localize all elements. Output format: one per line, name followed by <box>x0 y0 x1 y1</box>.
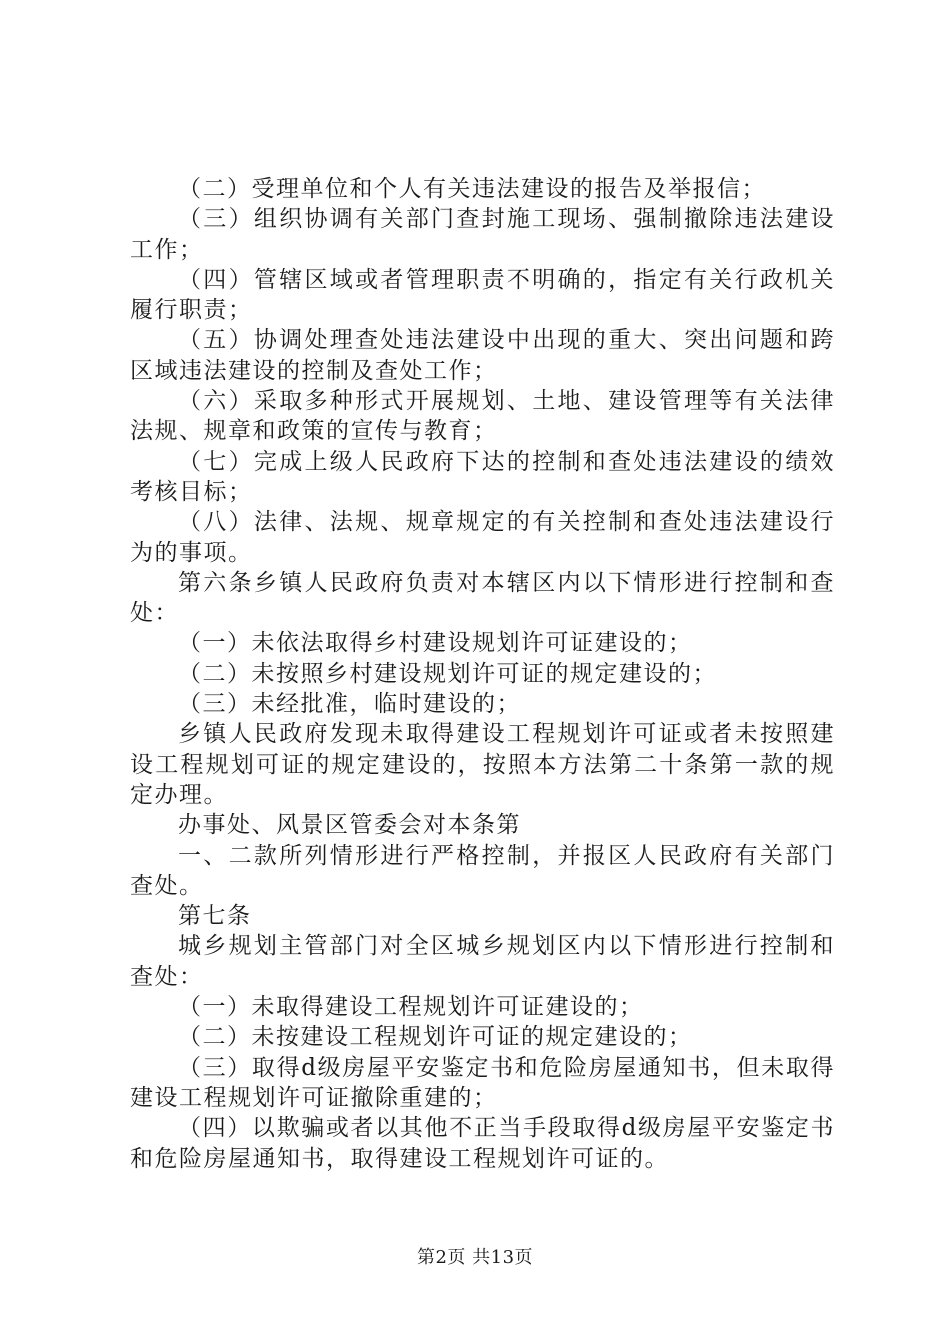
paragraph-item-8: （八）法律、法规、规章规定的有关控制和查处违法建设行为的事项。 <box>130 509 835 566</box>
article-7-item-4: （四）以欺骗或者以其他不正当手段取得d级房屋平安鉴定书和危险房屋通知书，取得建设工程规划许可证的。 <box>130 1115 835 1172</box>
paragraph-item-6: （六）采取多种形式开展规划、土地、建设管理等有关法律法规、规章和政策的宣传与教育； <box>130 388 835 445</box>
article-7-item-1: （一）未取得建设工程规划许可证建设的； <box>178 994 644 1021</box>
article-6-clause-township: 乡镇人民政府发现未取得建设工程规划许可证或者未按照建设工程规划可证的规定建设的，按照本方法第二十条第一款的规定办理。 <box>130 721 835 808</box>
paragraph-item-4: （四）管辖区域或者管理职责不明确的，指定有关行政机关履行职责； <box>130 266 835 324</box>
article-6-clause-control: 一、二款所列情形进行严格控制，并报区人民政府有关部门查处。 <box>130 842 835 899</box>
paragraph-item-5: （五）协调处理查处违法建设中出现的重大、突出问题和跨区域违法建设的控制及查处工作； <box>130 327 835 384</box>
paragraph-item-2: （二）受理单位和个人有关违法建设的报告及举报信； <box>178 176 766 202</box>
article-7-item-3: （三）取得d级房屋平安鉴定书和危险房屋通知书，但未取得建设工程规划许可证撤除重建的； <box>130 1054 835 1111</box>
article-7-heading: 第七条 <box>178 903 252 930</box>
paragraph-item-7: （七）完成上级人民政府下达的控制和查处违法建设的绩效考核目标； <box>130 448 835 505</box>
article-7-intro: 城乡规划主管部门对全区城乡规划区内以下情形进行控制和查处： <box>130 933 835 990</box>
article-6-item-1: （一）未依法取得乡村建设规划许可证建设的； <box>178 630 693 657</box>
document-body <box>130 174 835 1174</box>
paragraph-item-3: （三）组织协调有关部门查封施工现场、强制撤除违法建设工作； <box>130 206 835 263</box>
article-6-item-2: （二）未按照乡村建设规划许可证的规定建设的； <box>178 660 717 687</box>
article-6-item-3: （三）未经批准，临时建设的； <box>178 691 521 718</box>
page-number-footer: 第2页 共13页 <box>416 1247 534 1268</box>
article-6-heading: 第六条乡镇人民政府负责对本辖区内以下情形进行控制和查处： <box>130 569 835 627</box>
article-6-clause-office: 办事处、风景区管委会对本条第 <box>178 812 521 839</box>
article-7-item-2: （二）未按建设工程规划许可证的规定建设的； <box>178 1024 693 1051</box>
